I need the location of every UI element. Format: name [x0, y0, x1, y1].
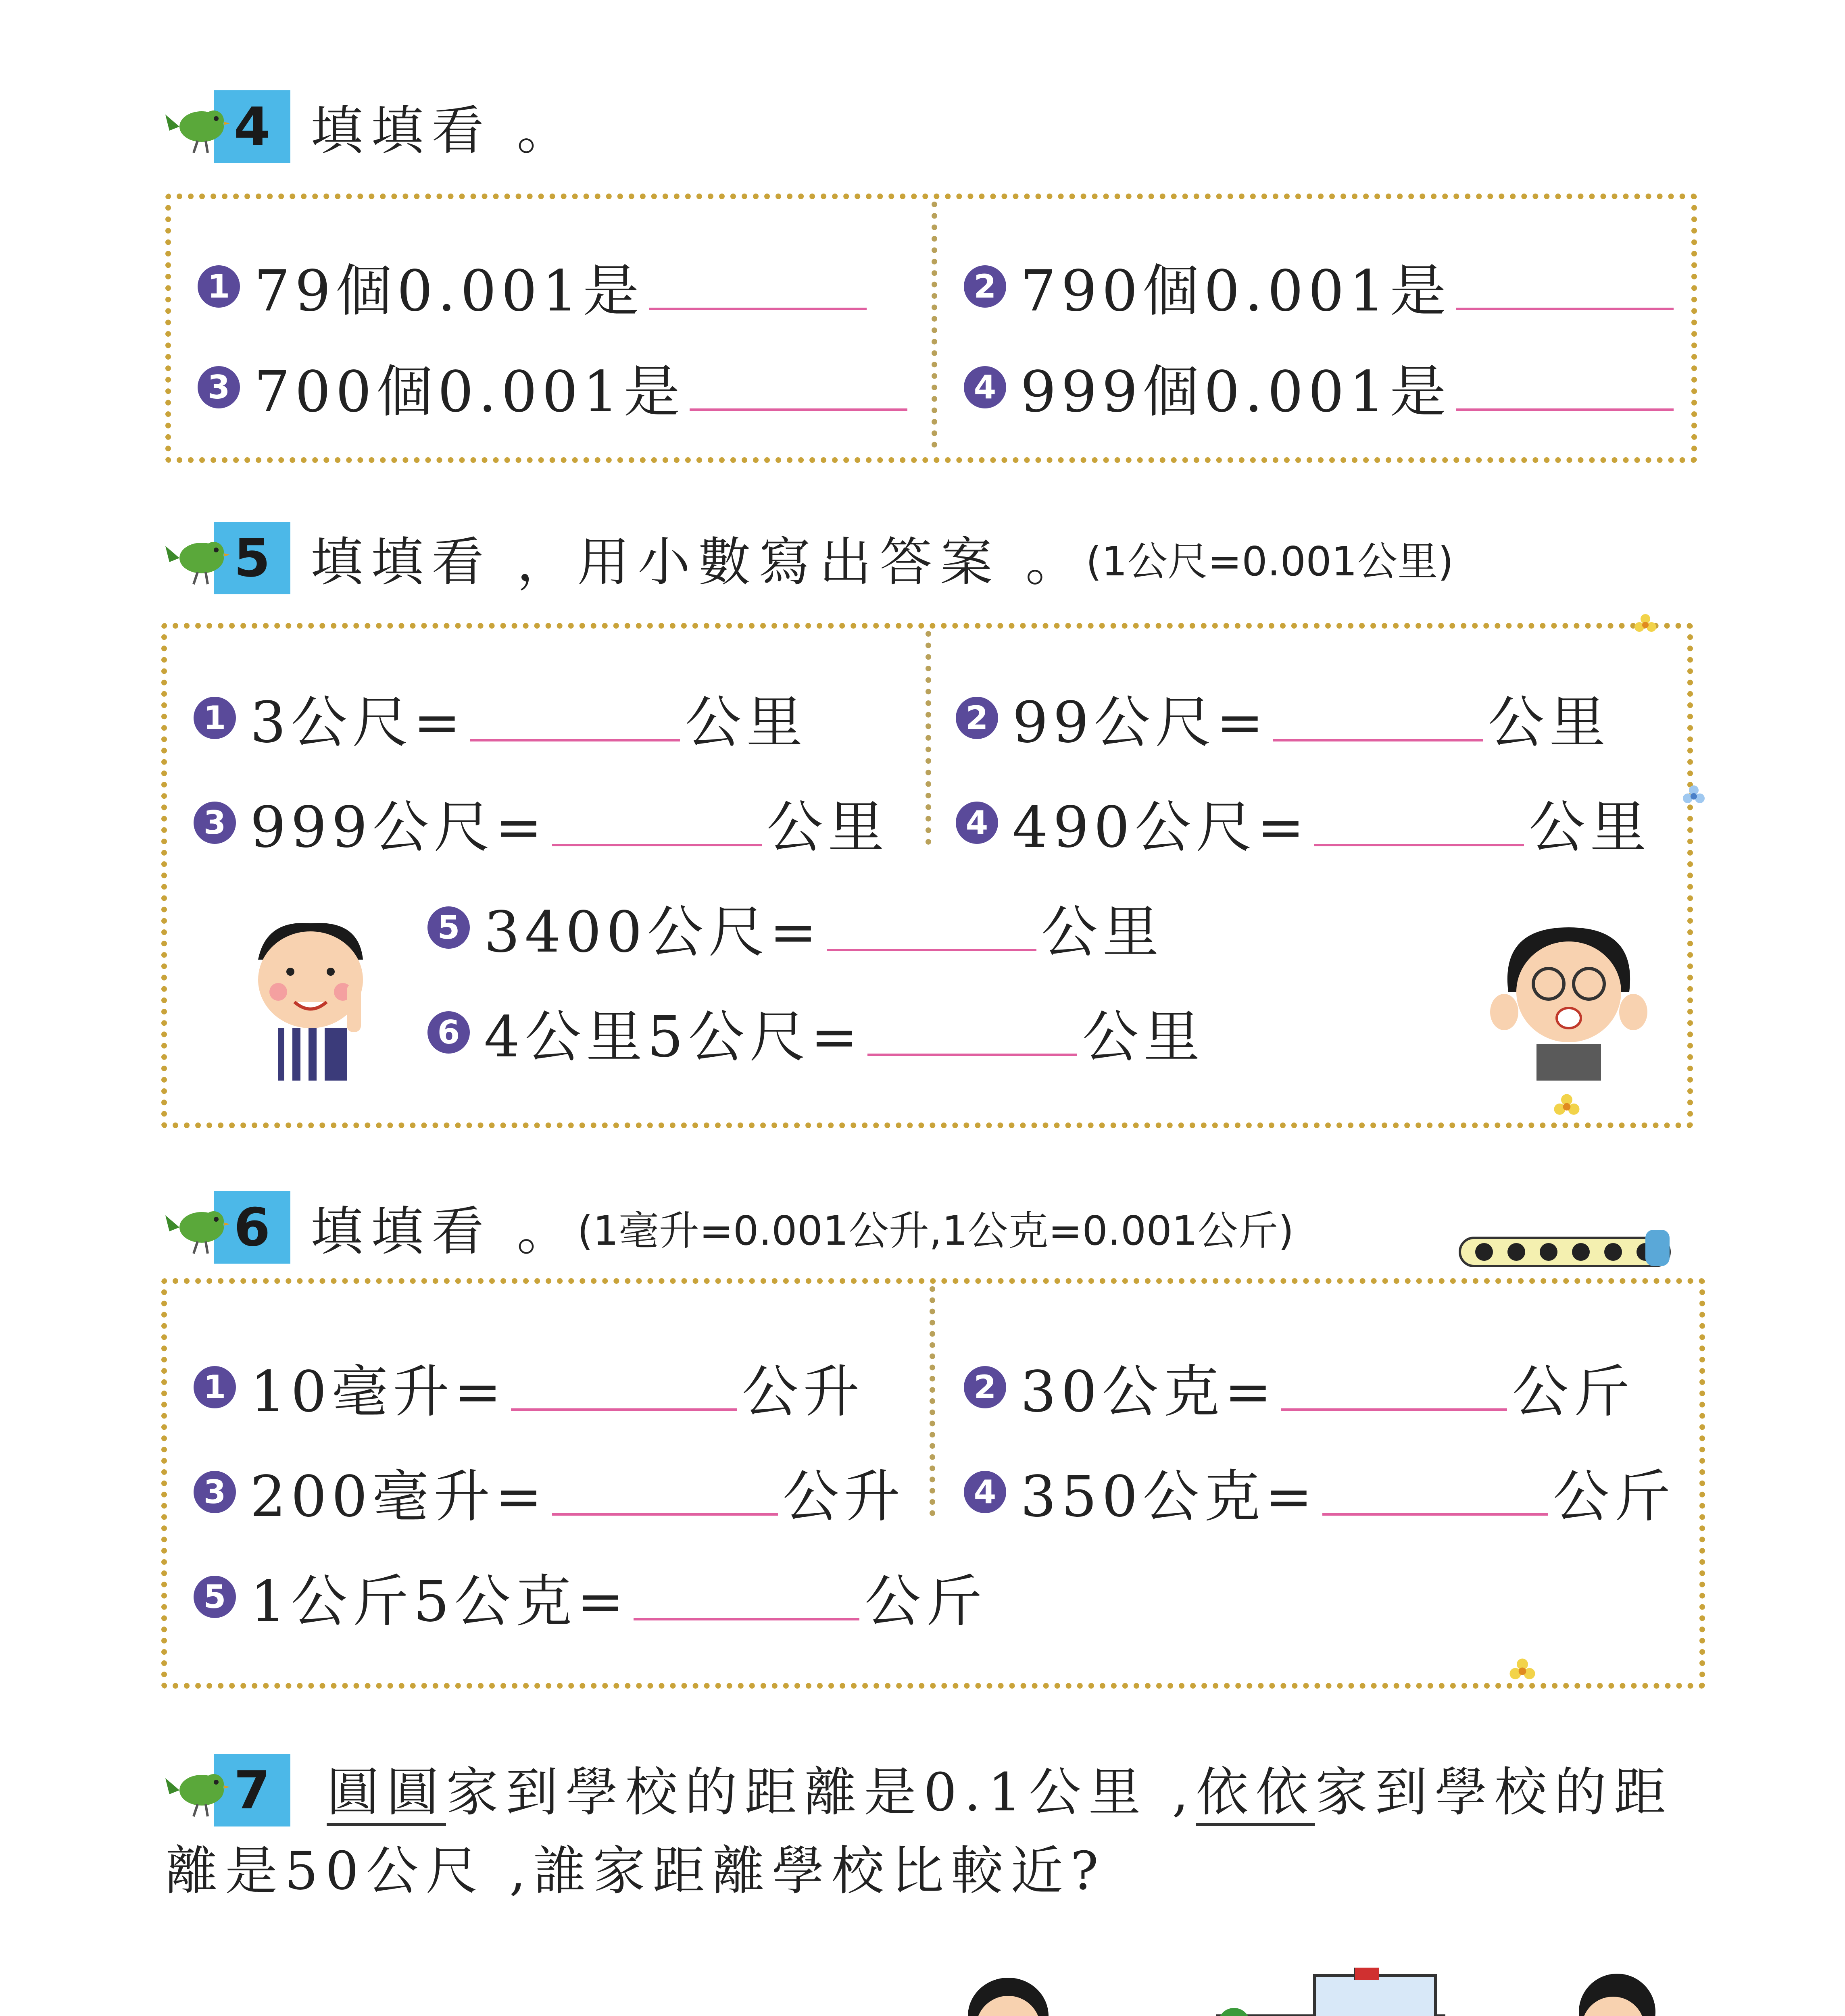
section-number-badge: 7 — [214, 1754, 290, 1826]
question-6-5: 5 1公斤5公克= 公斤 — [194, 1556, 987, 1637]
flower-icon — [1633, 613, 1657, 637]
section-note: (1公尺=0.001公里) — [1086, 537, 1454, 585]
answer-blank[interactable] — [1281, 1364, 1507, 1411]
section-title: 填填看 。 — [311, 100, 577, 161]
item-number: 6 — [427, 1011, 470, 1054]
answer-blank[interactable] — [690, 364, 907, 411]
question-5-2: 2 99公尺= 公里 — [956, 677, 1610, 758]
question-7-line-1: 圓圓家到學校的距離是0.1公里 ,依依家到學校的距 — [327, 1754, 1673, 1831]
answer-blank[interactable] — [1314, 800, 1524, 846]
bird-icon — [165, 1762, 230, 1818]
name-yiyi: 依依 — [1196, 1762, 1315, 1826]
question-6-4: 4 350公克= 公斤 — [964, 1452, 1676, 1533]
answer-blank[interactable] — [511, 1364, 737, 1411]
answer-blank[interactable] — [1273, 695, 1483, 741]
answer-blank[interactable] — [552, 1469, 778, 1516]
question-5-3: 3 999公尺= 公里 — [194, 782, 889, 863]
section-number-badge: 5 — [214, 522, 290, 594]
question-7-line-2: 離是50公尺 ,誰家距離學校比較近? — [165, 1840, 1106, 1901]
question-5-5: 5 3400公尺= 公里 — [427, 887, 1164, 968]
name-yuanyuan: 圓圓 — [327, 1762, 446, 1826]
school-distance-illustration — [944, 1968, 1686, 2016]
item-number: 4 — [964, 366, 1006, 408]
item-number: 4 — [964, 1471, 1006, 1513]
question-4-1: 1 79個0.001是 — [198, 246, 871, 327]
boy-illustration — [242, 911, 379, 1081]
flower-icon — [1682, 784, 1706, 808]
bird-icon — [165, 530, 230, 586]
question-5-1: 1 3公尺= 公里 — [194, 677, 807, 758]
answer-blank[interactable] — [1322, 1469, 1548, 1516]
question-5-4: 4 490公尺= 公里 — [956, 782, 1651, 863]
flower-icon — [1553, 1093, 1581, 1121]
question-4-2: 2 790個0.001是 — [964, 246, 1678, 327]
section-note: (1毫升=0.001公升,1公克=0.001公斤) — [577, 1207, 1294, 1254]
girl-illustration — [1484, 911, 1653, 1081]
section-number-badge: 6 — [214, 1191, 290, 1264]
question-6-1: 1 10毫升= 公升 — [194, 1347, 864, 1428]
answer-blank[interactable] — [827, 904, 1036, 951]
item-number: 1 — [194, 1366, 236, 1408]
item-number: 1 — [194, 697, 236, 739]
section-5-header — [165, 520, 1453, 596]
item-number: 4 — [956, 802, 998, 844]
answer-blank[interactable] — [470, 695, 680, 741]
item-number: 2 — [964, 1366, 1006, 1408]
section-title: 填填看 ，用小數寫出答案 。 — [311, 531, 1086, 593]
item-number: 3 — [194, 1471, 236, 1513]
bird-icon — [165, 98, 230, 155]
question-4-4: 4 999個0.001是 — [964, 347, 1678, 428]
question-4-3: 3 700個0.001是 — [198, 347, 912, 428]
question-6-3: 3 200毫升= 公升 — [194, 1452, 905, 1533]
bird-icon — [165, 1199, 230, 1256]
answer-blank[interactable] — [867, 1009, 1077, 1056]
item-number: 5 — [427, 906, 470, 949]
question-6-2: 2 30公克= 公斤 — [964, 1347, 1634, 1428]
answer-blank[interactable] — [552, 800, 762, 846]
answer-blank[interactable] — [649, 263, 867, 310]
flower-icon — [1508, 1657, 1536, 1685]
caterpillar-illustration — [1452, 1226, 1678, 1274]
item-number: 3 — [198, 366, 240, 408]
answer-blank[interactable] — [1456, 364, 1674, 411]
answer-blank[interactable] — [634, 1574, 859, 1620]
section-6-header — [165, 1189, 1294, 1265]
item-number: 2 — [964, 265, 1006, 308]
section-number-badge: 4 — [214, 90, 290, 163]
section-4-header — [165, 89, 577, 164]
item-number: 1 — [198, 265, 240, 308]
section-7-header — [165, 1754, 290, 1826]
section-title: 填填看 。 — [311, 1201, 577, 1262]
item-number: 3 — [194, 802, 236, 844]
item-number: 5 — [194, 1576, 236, 1618]
answer-blank[interactable] — [1456, 263, 1674, 310]
question-5-6: 6 4公里5公尺= 公里 — [427, 992, 1205, 1073]
item-number: 2 — [956, 697, 998, 739]
